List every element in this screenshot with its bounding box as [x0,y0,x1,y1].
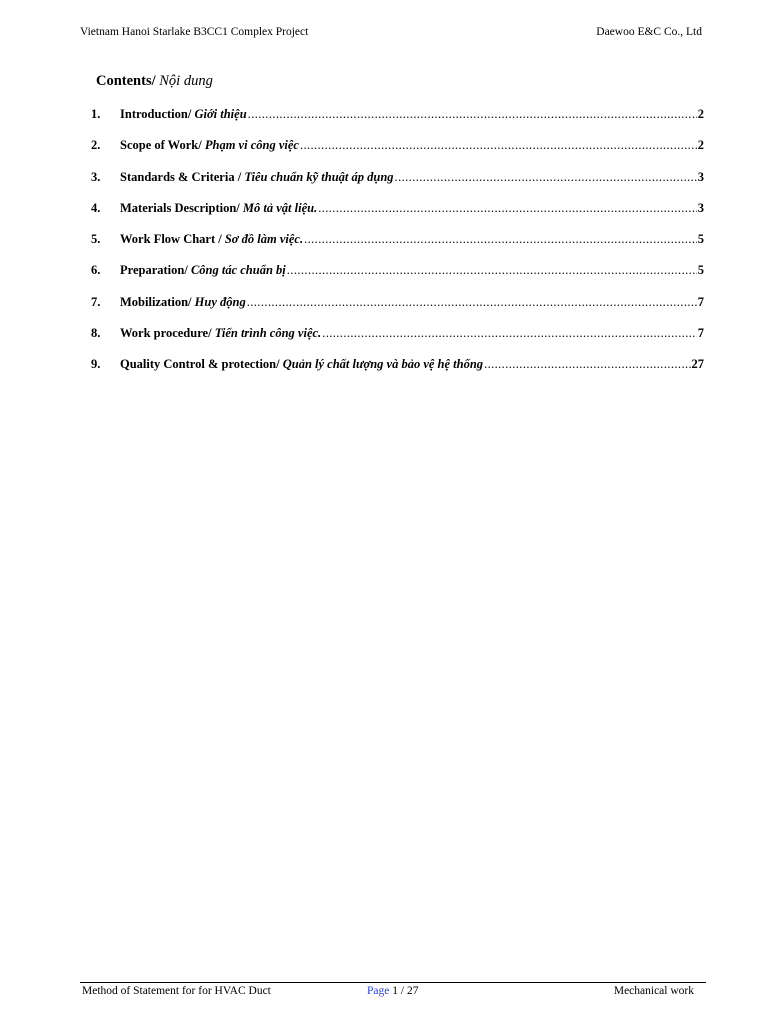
toc-entry-label-en: Materials Description/ [120,200,240,215]
footer-section-name: Mechanical work [613,985,694,997]
toc-entry-page: 27 [691,357,704,372]
toc-entry-page: 3 [697,169,704,184]
toc-title-vi: Nội dung [159,73,213,89]
footer-page-current: 1 [392,985,398,997]
toc-entry-label [120,263,286,278]
toc-entry-label-vi: Huy động [194,294,246,309]
toc-leader-dots [395,170,697,185]
toc-entry-number: 6. [91,263,101,278]
toc-entry-number: 9. [91,357,101,372]
toc-leader-dots [300,138,697,153]
toc-entry-label-en: Preparation/ [120,263,188,278]
toc-entry-label-vi: Sơ đồ làm việc. [224,232,304,247]
toc-entry-label [120,170,394,185]
toc-leader-dots [322,326,697,341]
toc-entry-label [120,107,247,122]
toc-entry-scope-of-work[interactable] [91,138,704,169]
toc-entry-label-vi: Phạm vi công việc [204,138,299,153]
toc-entry-label-vi: Tiêu chuẩn kỹ thuật áp dụng [244,169,394,184]
toc-entry-label [120,232,303,247]
footer-divider [80,982,706,983]
toc-entry-work-procedure[interactable] [91,326,704,357]
toc-entry-label-en: Work Flow Chart / [120,232,222,247]
toc-entry-number: 5. [91,232,101,247]
toc-entry-introduction[interactable] [91,107,704,138]
toc-entry-number: 7. [91,294,101,309]
toc-entry-materials-description[interactable] [91,201,704,232]
toc-entry-preparation[interactable] [91,263,704,294]
toc-entry-label [120,295,246,310]
toc-entry-label [120,326,321,341]
toc-title [96,73,213,90]
toc-entry-label-en: Scope of Work/ [120,138,202,153]
toc-entry-label-vi: Mô tả vật liệu. [242,200,318,215]
toc-entry-label-vi: Công tác chuẩn bị [190,263,286,278]
toc-entry-label [120,138,299,153]
toc-entry-quality-control[interactable] [91,357,704,388]
footer-page-total: 27 [406,985,419,997]
toc-leader-dots [248,107,697,122]
toc-entry-label-en: Work procedure/ [120,326,212,341]
toc-entry-page: 5 [697,263,704,278]
toc-entry-label-en: Standards & Criteria / [120,169,242,184]
toc-entry-label [120,357,483,372]
page-footer [80,985,706,1001]
toc-leader-dots [318,201,697,216]
toc-entry-number: 8. [91,326,101,341]
toc-entry-label-vi: Tiến trình công việc. [214,326,322,341]
toc-entry-label-vi: Quản lý chất lượng và bảo vệ hệ thống [282,357,484,372]
toc-entry-standards-criteria[interactable] [91,170,704,201]
toc-entry-label [120,201,317,216]
footer-page-indicator [367,985,418,997]
toc-entry-label-en: Introduction/ [120,107,192,121]
toc-title-en: Contents/ [96,73,156,89]
toc-entry-number: 4. [91,200,101,215]
toc-leader-dots [484,357,690,372]
page-header [80,26,704,42]
toc-entry-mobilization[interactable] [91,295,704,326]
toc-entry-page: 2 [697,138,704,153]
toc-entry-number: 3. [91,169,101,184]
toc-entry-page: 5 [697,232,704,247]
header-company-name: Daewoo E&C Co., Ltd [596,26,702,38]
table-of-contents [91,107,704,389]
header-project-title: Vietnam Hanoi Starlake B3CC1 Complex Project [80,26,309,38]
toc-leader-dots [287,263,697,278]
toc-entry-page: 7 [697,326,704,341]
toc-entry-page: 7 [697,294,704,309]
footer-document-title: Method of Statement for for HVAC Duct [82,985,271,997]
toc-entry-number: 1. [91,107,101,121]
toc-leader-dots [247,295,697,310]
footer-page-label: Page [367,985,390,997]
toc-entry-page: 3 [697,200,704,215]
toc-leader-dots [304,232,697,247]
footer-page-separator: / [400,985,405,997]
toc-entry-number: 2. [91,138,101,153]
toc-entry-page: 2 [697,107,704,121]
toc-entry-label-en: Mobilization/ [120,294,192,309]
toc-entry-work-flow-chart[interactable] [91,232,704,263]
toc-entry-label-en: Quality Control & protection/ [120,357,280,372]
toc-entry-label-vi: Giới thiệu [194,107,247,121]
